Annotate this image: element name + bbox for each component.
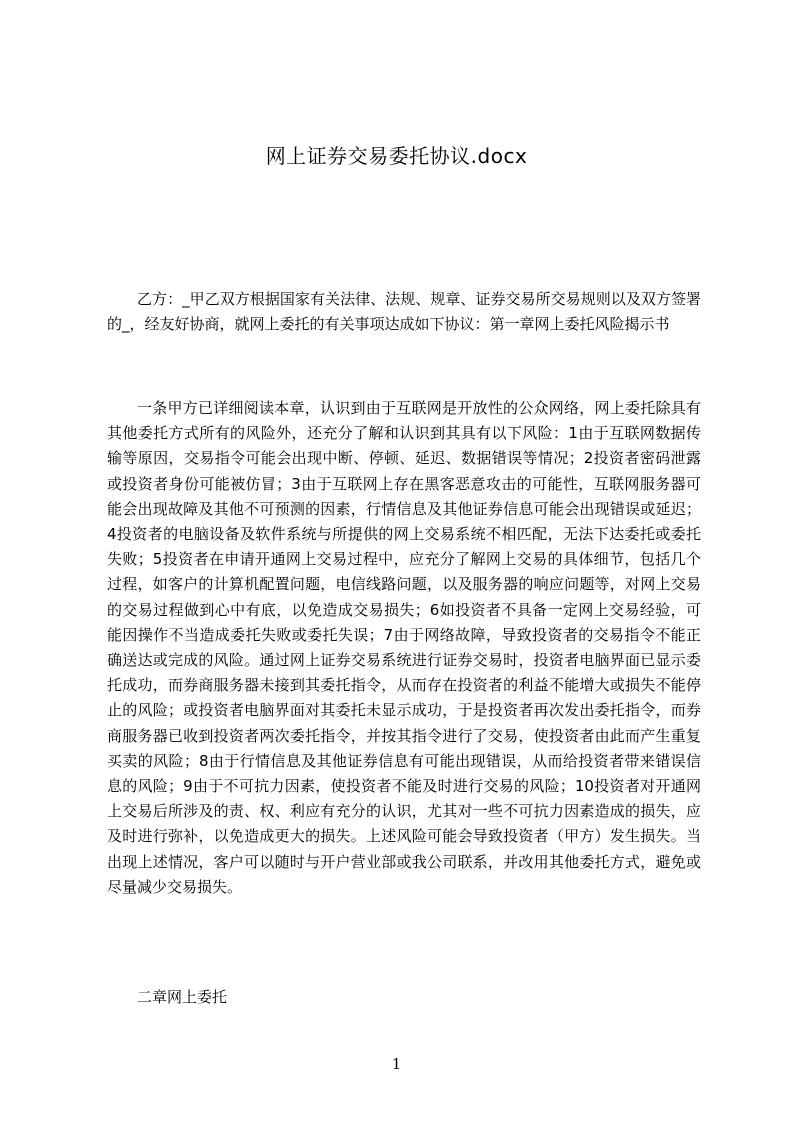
paragraph-article-one: 一条甲方已详细阅读本章，认识到由于互联网是开放性的公众网络，网上委托除具有其他委托方式所有的风险外，还充分了解和认识到其具有以下风险：1由于互联网数据传输等原因，交易指令可能会出现中断、停顿、延迟、数据错误等情况；2投资者密码泄露或投资者身份可能被仿冒；3由于互联网上存在黑客恶意攻击的可能性，互联网服务器可能会出现故障及其他不可预测的因素，行情信息及其他证券信息可能会出现错误或延迟；4投资者的电脑设备及软件系统与所提供的网上交易系统不相匹配，无法下达委托或委托失败；5投资者在申请开通网上交易过程中，应充分了解网上交易的具体细节，包括几个过程，如客户的计算机配置问题，电信线路问题，以及服务器的响应问题等，对网上交易的交易过程做到心中有底，以免造成交易损失；6如投资者不具备一定网上交易经验，可能因操作不当造成委托失败或委托失误；7由于网络故障，导致投资者的交易指令不能正确送达或完成的风险。通过网上证券交易系统进行证券交易时，投资者电脑界面已显示委托成功，而券商服务器未接到其委托指令，从而存在投资者的利益不能增大或损失不能停止的风险；或投资者电脑界面对其委托未显示成功，于是投资者再次发出委托指令，而券商服务器已收到投资者两次委托指令，并按其指令进行了交易，使投资者由此而产生重复买卖的风险；8由于行情信息及其他证券信息有可能出现错误，从而给投资者带来错误信息的风险；9由于不可抗力因素，使投资者不能及时进行交易的风险；10投资者对开通网上交易后所涉及的责、权、利应有充分的认识，尤其对一些不可抗力因素造成的损失，应及时进行弥补，以免造成更大的损失。上述风险可能会导致投资者（甲方）发生损失。当出现上述情况，客户可以随时与开户营业部或我公司联系，并改用其他委托方式，避免或尽量减少交易损失。 [107, 399, 701, 896]
paragraph-chapter-two: 二章网上委托 [137, 988, 228, 1006]
paragraph-intro: 乙方：_甲乙双方根据国家有关法律、法规、规章、证券交易所交易规则以及双方签署的_，经友好协商，就网上委托的有关事项达成如下协议：第一章网上委托风险揭示书 [107, 290, 701, 334]
document-title: 网上证券交易委托协议.docx [265, 144, 528, 168]
page-number: 1 [391, 1055, 402, 1073]
